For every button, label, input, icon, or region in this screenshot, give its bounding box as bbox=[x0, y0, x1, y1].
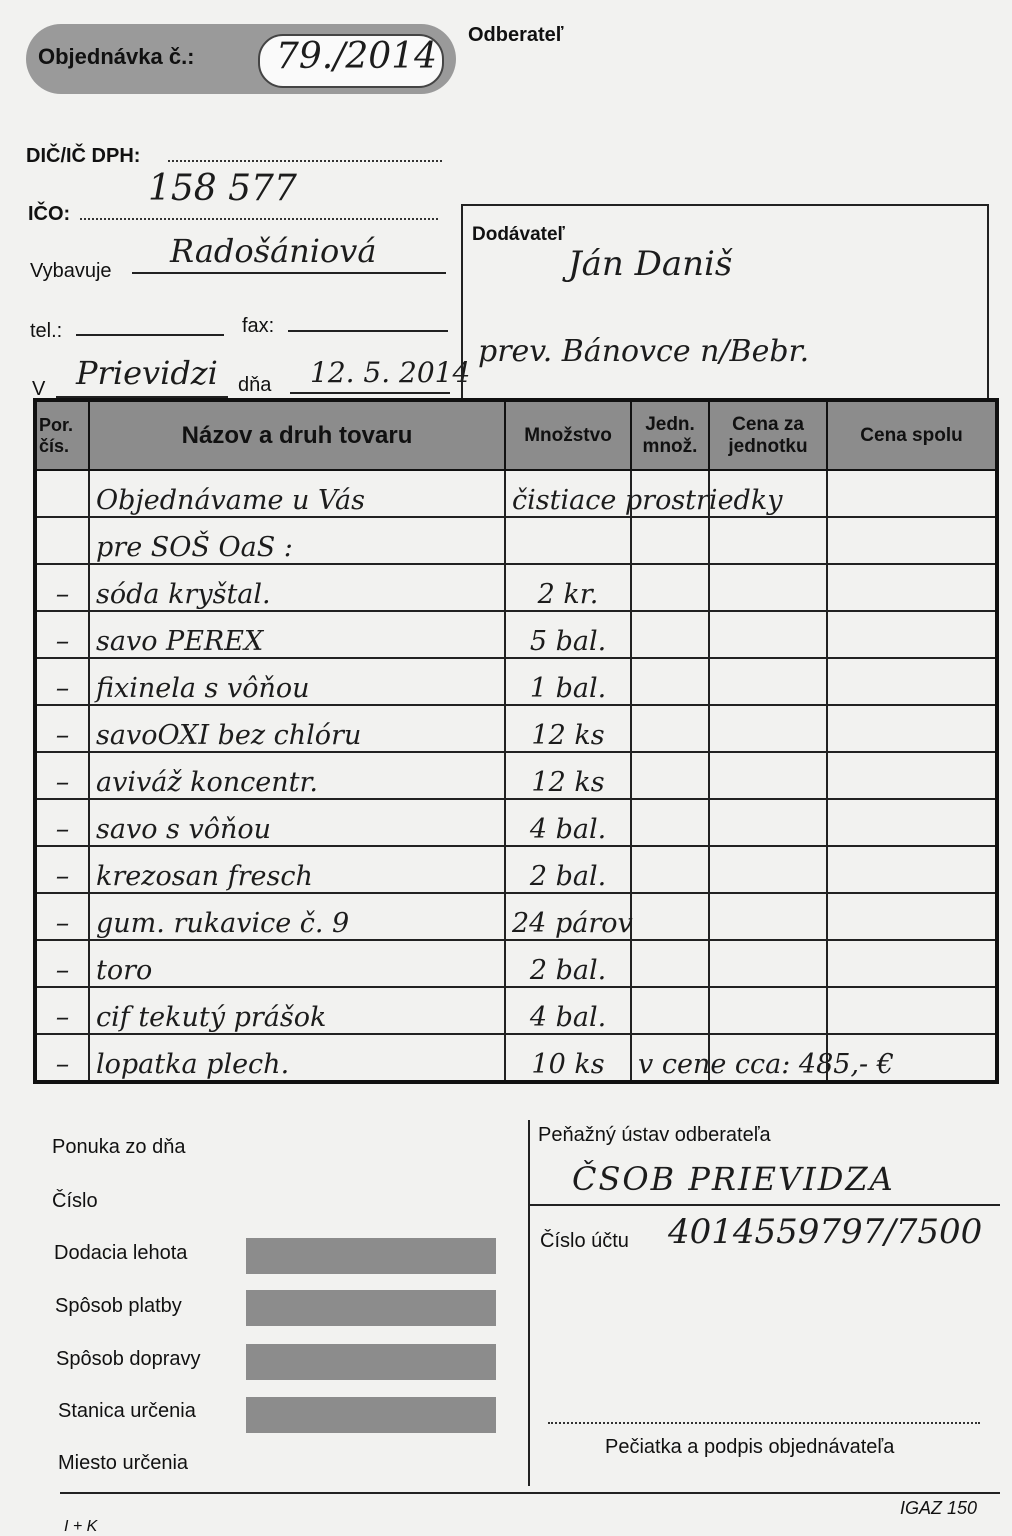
table-row bbox=[35, 987, 997, 1034]
supplier-label: Dodávateľ bbox=[472, 224, 565, 245]
order-number-value: 79./2014 bbox=[276, 36, 437, 77]
row-unit-price bbox=[709, 799, 827, 846]
row-name: savo PEREX bbox=[89, 611, 505, 658]
row-unit-price bbox=[709, 940, 827, 987]
row-por: – bbox=[35, 1034, 89, 1082]
row-name: savo s vôňou bbox=[89, 799, 505, 846]
row-total bbox=[827, 940, 997, 987]
station-label: Stanica určenia bbox=[58, 1400, 196, 1422]
header-unit-price: Cena za jednotku bbox=[709, 400, 827, 470]
row-total bbox=[827, 752, 997, 799]
row-qty: čistiace prostriedky bbox=[505, 470, 631, 517]
header-total: Cena spolu bbox=[827, 400, 997, 470]
table-row bbox=[35, 799, 997, 846]
table-row bbox=[35, 564, 997, 611]
row-por bbox=[35, 517, 89, 564]
row-total bbox=[827, 611, 997, 658]
handler-value: Radošániová bbox=[170, 232, 377, 270]
table-row bbox=[35, 893, 997, 940]
row-por: – bbox=[35, 564, 89, 611]
row-qty: 12 ks bbox=[505, 752, 631, 799]
row-qty: 10 ks bbox=[505, 1034, 631, 1082]
transport-label: Spôsob dopravy bbox=[56, 1348, 201, 1370]
row-unit bbox=[631, 987, 709, 1034]
header-qty: Množstvo bbox=[505, 400, 631, 470]
ico-line bbox=[80, 218, 438, 220]
delivery-field bbox=[246, 1238, 496, 1274]
fax-line bbox=[288, 330, 448, 332]
bank-value: ČSOB PRIEVIDZA bbox=[572, 1160, 895, 1198]
row-unit bbox=[631, 799, 709, 846]
footer-divider bbox=[528, 1120, 530, 1486]
row-unit bbox=[631, 940, 709, 987]
row-name: aviváž koncentr. bbox=[89, 752, 505, 799]
station-field bbox=[246, 1397, 496, 1433]
row-total bbox=[827, 846, 997, 893]
delivery-label: Dodacia lehota bbox=[54, 1242, 188, 1264]
row-unit bbox=[631, 752, 709, 799]
row-name: Objednávame u Vás bbox=[89, 470, 505, 517]
tel-line bbox=[76, 334, 224, 336]
tel-label: tel.: bbox=[30, 320, 63, 342]
table-row bbox=[35, 611, 997, 658]
row-total bbox=[827, 705, 997, 752]
customer-label: Odberateľ bbox=[468, 24, 564, 46]
row-unit-price bbox=[709, 611, 827, 658]
header-por: Por. čís. bbox=[35, 400, 89, 470]
handler-line bbox=[132, 272, 446, 274]
row-unit-price bbox=[709, 705, 827, 752]
row-unit-price bbox=[709, 987, 827, 1034]
table-row bbox=[35, 517, 997, 564]
row-qty: 5 bal. bbox=[505, 611, 631, 658]
bottom-rule bbox=[60, 1492, 1000, 1494]
bank-label: Peňažný ústav odberateľa bbox=[538, 1124, 771, 1146]
handler-label: Vybavuje bbox=[30, 260, 112, 282]
row-unit bbox=[631, 611, 709, 658]
account-label: Číslo účtu bbox=[540, 1230, 629, 1252]
form-code: IGAZ 150 bbox=[900, 1498, 978, 1518]
row-name: lopatka plech. bbox=[89, 1034, 505, 1082]
row-por: – bbox=[35, 752, 89, 799]
row-por bbox=[35, 470, 89, 517]
row-qty: 2 bal. bbox=[505, 940, 631, 987]
row-unit bbox=[631, 564, 709, 611]
table-row bbox=[35, 705, 997, 752]
table-row bbox=[35, 752, 997, 799]
row-unit bbox=[631, 517, 709, 564]
account-value: 4014559797/7500 bbox=[668, 1212, 983, 1252]
row-por: – bbox=[35, 940, 89, 987]
row-por: – bbox=[35, 893, 89, 940]
supplier-name: Ján Daniš bbox=[568, 244, 733, 284]
row-total bbox=[827, 470, 997, 517]
row-qty: 4 bal. bbox=[505, 799, 631, 846]
order-number-label: Objednávka č.: bbox=[38, 44, 195, 69]
offer-label: Ponuka zo dňa bbox=[52, 1136, 186, 1158]
row-name: toro bbox=[89, 940, 505, 987]
row-unit-price bbox=[709, 517, 827, 564]
row-total bbox=[827, 893, 997, 940]
place-value: Prievidzi bbox=[76, 354, 218, 392]
row-qty: 24 párov bbox=[505, 893, 631, 940]
row-unit bbox=[631, 846, 709, 893]
table-header-row bbox=[35, 400, 997, 470]
table-row bbox=[35, 470, 997, 517]
row-unit bbox=[631, 705, 709, 752]
row-total bbox=[827, 799, 997, 846]
header-name: Názov a druh tovaru bbox=[89, 400, 505, 470]
number-label: Číslo bbox=[52, 1190, 98, 1212]
fax-label: fax: bbox=[242, 315, 275, 337]
place-label: V bbox=[32, 378, 46, 400]
row-unit-price bbox=[709, 564, 827, 611]
table-row bbox=[35, 1034, 997, 1082]
row-por: – bbox=[35, 987, 89, 1034]
row-qty: 4 bal. bbox=[505, 987, 631, 1034]
items-table bbox=[33, 398, 999, 1084]
row-name: gum. rukavice č. 9 bbox=[89, 893, 505, 940]
row-qty bbox=[505, 517, 631, 564]
row-por: – bbox=[35, 846, 89, 893]
vat-label: DIČ/IČ DPH: bbox=[26, 145, 141, 167]
row-total bbox=[827, 658, 997, 705]
transport-field bbox=[246, 1344, 496, 1380]
supplier-address: prev. Bánovce n/Bebr. bbox=[478, 334, 810, 369]
ico-label: IČO: bbox=[28, 203, 71, 225]
date-value: 12. 5. 2014 bbox=[310, 356, 471, 389]
bottom-left-code: I + K bbox=[64, 1518, 98, 1535]
row-por: – bbox=[35, 705, 89, 752]
row-unit: v cene cca: 485,- € bbox=[631, 1034, 709, 1082]
signature-line bbox=[548, 1422, 980, 1424]
row-name: krezosan fresch bbox=[89, 846, 505, 893]
table-row bbox=[35, 658, 997, 705]
payment-label: Spôsob platby bbox=[55, 1295, 182, 1317]
row-unit-price bbox=[709, 658, 827, 705]
row-name: savoOXI bez chlóru bbox=[89, 705, 505, 752]
row-unit-price bbox=[709, 846, 827, 893]
ico-value: 158 577 bbox=[148, 168, 297, 209]
row-total bbox=[827, 517, 997, 564]
row-qty: 2 bal. bbox=[505, 846, 631, 893]
table-row bbox=[35, 846, 997, 893]
date-label: dňa bbox=[238, 374, 272, 396]
row-qty: 12 ks bbox=[505, 705, 631, 752]
row-por: – bbox=[35, 611, 89, 658]
signature-label: Pečiatka a podpis objednávateľa bbox=[605, 1436, 895, 1458]
row-unit bbox=[631, 893, 709, 940]
table-row bbox=[35, 940, 997, 987]
bank-divider bbox=[530, 1204, 1000, 1206]
row-name: cif tekutý prášok bbox=[89, 987, 505, 1034]
vat-line bbox=[168, 160, 442, 162]
date-line bbox=[290, 392, 450, 394]
row-total bbox=[827, 987, 997, 1034]
row-name: sóda kryštal. bbox=[89, 564, 505, 611]
row-qty: 1 bal. bbox=[505, 658, 631, 705]
row-unit-price bbox=[709, 752, 827, 799]
row-unit-price bbox=[709, 893, 827, 940]
header-unit: Jedn. množ. bbox=[631, 400, 709, 470]
row-name: fixinela s vôňou bbox=[89, 658, 505, 705]
destination-label: Miesto určenia bbox=[58, 1452, 189, 1474]
row-por: – bbox=[35, 658, 89, 705]
row-name: pre SOŠ OaS : bbox=[89, 517, 505, 564]
row-por: – bbox=[35, 799, 89, 846]
payment-field bbox=[246, 1290, 496, 1326]
row-qty: 2 kr. bbox=[505, 564, 631, 611]
row-unit bbox=[631, 658, 709, 705]
row-total bbox=[827, 564, 997, 611]
